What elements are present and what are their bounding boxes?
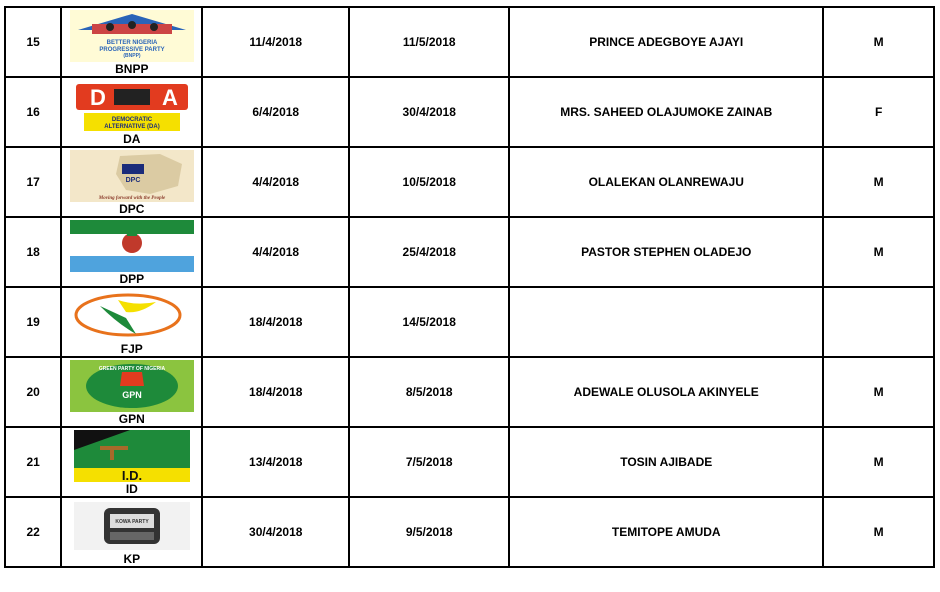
- svg-text:I.D.: I.D.: [121, 468, 142, 482]
- party-abbreviation: GPN: [118, 412, 145, 426]
- kp-logo: [70, 500, 194, 552]
- candidate-name: TOSIN AJIBADE: [509, 427, 823, 497]
- end-date: 30/4/2018: [349, 77, 509, 147]
- bnpp-logo: [70, 10, 194, 62]
- table-row: [5, 77, 934, 147]
- gender: M: [823, 147, 934, 217]
- svg-text:ALTERNATIVE (DA): ALTERNATIVE (DA): [104, 124, 160, 130]
- table-row: [5, 497, 934, 567]
- table-row: [5, 287, 934, 357]
- svg-text:KOWA PARTY: KOWA PARTY: [115, 519, 149, 525]
- serial-number: 19: [5, 287, 61, 357]
- gender: M: [823, 427, 934, 497]
- serial-number: 15: [5, 7, 61, 77]
- svg-text:PROGRESSIVE PARTY: PROGRESSIVE PARTY: [99, 47, 165, 53]
- end-date: 11/5/2018: [349, 7, 509, 77]
- gender: M: [823, 357, 934, 427]
- party-abbreviation: DA: [123, 132, 141, 146]
- candidate-name: PRINCE ADEGBOYE AJAYI: [509, 7, 823, 77]
- table-row: [5, 147, 934, 217]
- svg-text:A: A: [161, 85, 178, 110]
- table-row: [5, 217, 934, 287]
- gpn-logo: [70, 360, 194, 412]
- end-date: 10/5/2018: [349, 147, 509, 217]
- serial-number: 16: [5, 77, 61, 147]
- start-date: 18/4/2018: [202, 287, 349, 357]
- gender: M: [823, 497, 934, 567]
- serial-number: 21: [5, 427, 61, 497]
- start-date: 18/4/2018: [202, 357, 349, 427]
- end-date: 9/5/2018: [349, 497, 509, 567]
- fjp-logo: [70, 290, 194, 342]
- candidate-name: PASTOR STEPHEN OLADEJO: [509, 217, 823, 287]
- candidate-name: TEMITOPE AMUDA: [509, 497, 823, 567]
- candidate-name: ADEWALE OLUSOLA AKINYELE: [509, 357, 823, 427]
- party-table: [4, 6, 935, 568]
- gender: F: [823, 77, 934, 147]
- party-abbreviation: ID: [125, 482, 138, 496]
- candidate-name: OLALEKAN OLANREWAJU: [509, 147, 823, 217]
- start-date: 6/4/2018: [202, 77, 349, 147]
- svg-text:GPN: GPN: [122, 390, 142, 400]
- svg-text:BETTER NIGERIA: BETTER NIGERIA: [106, 40, 158, 46]
- serial-number: 17: [5, 147, 61, 217]
- gender: [823, 287, 934, 357]
- start-date: 30/4/2018: [202, 497, 349, 567]
- dpc-logo: [70, 150, 194, 202]
- party-abbreviation: BNPP: [115, 62, 149, 76]
- serial-number: 22: [5, 497, 61, 567]
- start-date: 4/4/2018: [202, 147, 349, 217]
- party-logo-cell: [61, 77, 202, 147]
- table-row: [5, 7, 934, 77]
- party-abbreviation: DPC: [119, 202, 145, 216]
- party-logo-cell: [61, 287, 202, 357]
- start-date: 4/4/2018: [202, 217, 349, 287]
- svg-text:GREEN PARTY OF NIGERIA: GREEN PARTY OF NIGERIA: [98, 366, 165, 372]
- table-row: [5, 357, 934, 427]
- end-date: 7/5/2018: [349, 427, 509, 497]
- svg-text:(BNPP): (BNPP): [123, 53, 141, 59]
- id-logo: [70, 430, 194, 482]
- start-date: 11/4/2018: [202, 7, 349, 77]
- svg-text:DEMOCRATIC: DEMOCRATIC: [111, 117, 152, 123]
- table-row: [5, 427, 934, 497]
- end-date: 8/5/2018: [349, 357, 509, 427]
- gender: M: [823, 7, 934, 77]
- end-date: 14/5/2018: [349, 287, 509, 357]
- serial-number: 20: [5, 357, 61, 427]
- party-abbreviation: FJP: [120, 342, 143, 356]
- party-logo-cell: [61, 217, 202, 287]
- party-abbreviation: KP: [123, 552, 141, 566]
- candidate-name: MRS. SAHEED OLAJUMOKE ZAINAB: [509, 77, 823, 147]
- party-abbreviation: DPP: [119, 272, 145, 286]
- candidate-name: [509, 287, 823, 357]
- serial-number: 18: [5, 217, 61, 287]
- da-logo: [70, 80, 194, 132]
- party-logo-cell: [61, 7, 202, 77]
- gender: M: [823, 217, 934, 287]
- svg-text:D: D: [89, 85, 106, 110]
- party-logo-cell: [61, 427, 202, 497]
- end-date: 25/4/2018: [349, 217, 509, 287]
- svg-text:Moving forward with the People: Moving forward with the People: [98, 196, 166, 201]
- party-logo-cell: [61, 147, 202, 217]
- start-date: 13/4/2018: [202, 427, 349, 497]
- party-logo-cell: [61, 497, 202, 567]
- party-logo-cell: [61, 357, 202, 427]
- svg-text:DPC: DPC: [125, 177, 141, 184]
- dpp-flag-logo: [70, 220, 194, 272]
